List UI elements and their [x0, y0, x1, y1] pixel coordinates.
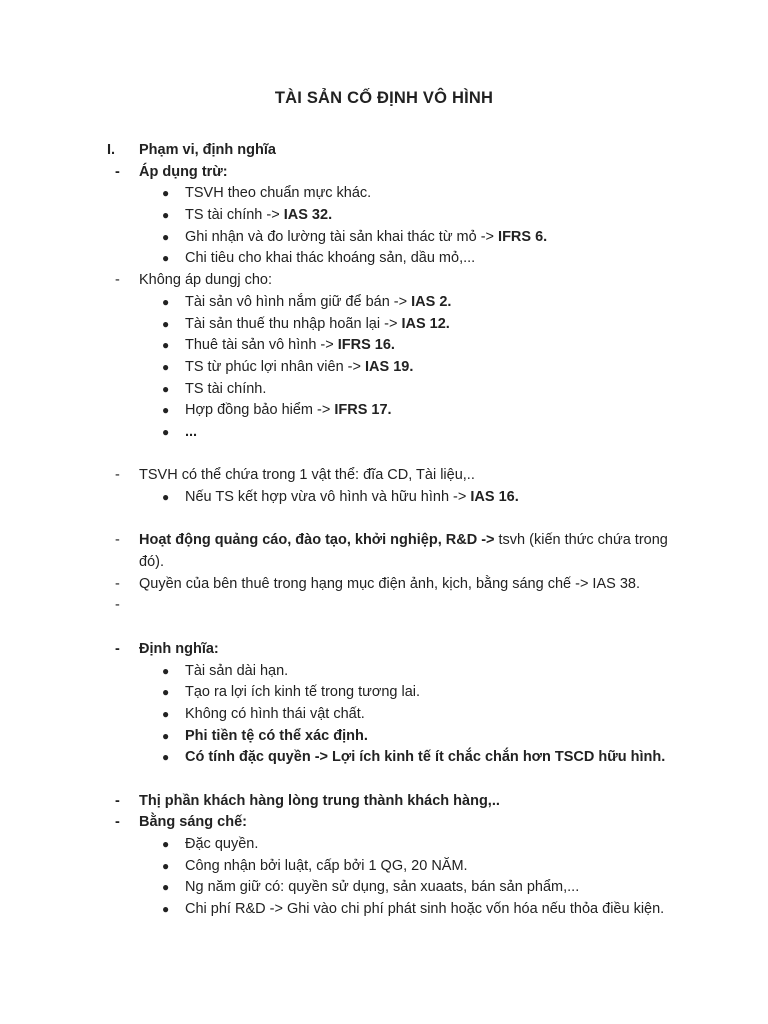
definition-label: Định nghĩa:	[139, 640, 219, 657]
bullet-marker: ●	[162, 728, 170, 743]
item-text: Ghi nhận và đo lường tài sản khai thác từ mỏ ->	[185, 228, 499, 245]
bullet-marker: ●	[162, 663, 170, 678]
activities-paragraph	[0, 530, 768, 573]
spacer	[0, 769, 768, 791]
item-reference: IFRS 17.	[334, 402, 392, 419]
bullet-marker: ●	[162, 359, 170, 374]
bullet-marker: ●	[162, 858, 170, 873]
item-reference: IAS 2.	[411, 293, 452, 310]
item-text: Tạo ra lợi ích kinh tế trong tương lai.	[185, 684, 421, 701]
list-item	[0, 899, 768, 921]
item-text: Thuê tài sản vô hình ->	[185, 337, 338, 354]
dash-marker: -	[115, 272, 120, 289]
item-text: Công nhận bởi luật, cấp bởi 1 QG, 20 NĂM.	[185, 857, 468, 874]
dash-marker: -	[115, 792, 120, 809]
bullet-marker: ●	[162, 403, 170, 418]
item-text: Tài sản vô hình nắm giữ để bán ->	[185, 293, 412, 310]
list-item	[0, 487, 768, 509]
bullet-marker: ●	[162, 424, 170, 439]
list-item	[0, 205, 768, 227]
definition-heading	[0, 639, 768, 661]
item-reference: IAS 12.	[401, 315, 450, 332]
market-share-line	[0, 791, 768, 813]
list-item	[0, 834, 768, 856]
list-item	[0, 379, 768, 401]
dash-marker: -	[115, 640, 120, 657]
list-item	[0, 183, 768, 205]
list-item	[0, 422, 768, 444]
lessee-rights-line	[0, 574, 768, 596]
list-item	[0, 704, 768, 726]
list-item	[0, 856, 768, 878]
document-body	[0, 140, 768, 921]
bullet-marker: ●	[162, 902, 170, 917]
not-applied-heading	[0, 270, 768, 292]
list-item	[0, 357, 768, 379]
lessee-rights-text: Quyền của bên thuê trong hạng mục điện ảnh, kịch, bằng sáng chế -> IAS 38.	[139, 575, 640, 592]
patent-label: Bằng sáng chế:	[139, 814, 247, 831]
activities-bold: Hoạt động quảng cáo, đào tạo, khởi nghiệp, R&D ->	[139, 532, 495, 549]
list-item	[0, 661, 768, 683]
bullet-marker: ●	[162, 294, 170, 309]
section-heading	[0, 140, 768, 162]
dash-marker: -	[115, 814, 120, 831]
exclusions-label: Áp dụng trừ:	[139, 163, 228, 180]
dash-marker: -	[115, 597, 120, 614]
list-item	[0, 227, 768, 249]
exclusions-heading	[0, 162, 768, 184]
list-item	[0, 747, 768, 769]
bullet-marker: ●	[162, 208, 170, 223]
item-reference: IFRS 6.	[498, 228, 548, 245]
item-text: Chi tiêu cho khai thác khoáng sản, dầu mỏ,...	[185, 250, 476, 267]
activities-text: tsvh (kiến thức chứa trong đó).	[139, 532, 668, 571]
bullet-marker: ●	[162, 490, 170, 504]
item-text: TS tài chính.	[185, 380, 267, 397]
spacer	[0, 509, 768, 531]
item-reference: IFRS 16.	[337, 337, 395, 354]
item-reference: IAS 16.	[470, 489, 519, 505]
bullet-marker: ●	[162, 316, 170, 331]
list-item	[0, 877, 768, 899]
dash-marker: -	[115, 467, 120, 484]
physical-heading	[0, 465, 768, 487]
list-item	[0, 314, 768, 336]
not-applied-label: Không áp dungj cho:	[139, 272, 273, 289]
spacer	[0, 444, 768, 466]
list-item	[0, 682, 768, 704]
list-item	[0, 400, 768, 422]
item-text: TSVH theo chuẩn mực khác.	[185, 185, 372, 202]
bullet-marker: ●	[162, 750, 170, 765]
item-text: Đặc quyền.	[185, 836, 259, 853]
empty-dash-line	[0, 595, 768, 617]
patent-heading	[0, 812, 768, 834]
item-text: Hợp đồng bảo hiểm ->	[185, 402, 335, 419]
bullet-marker: ●	[162, 706, 170, 721]
item-reference: IAS 19.	[365, 358, 414, 375]
physical-label: TSVH có thể chứa trong 1 vật thể: đĩa CD, Tài liệu,..	[139, 467, 475, 484]
bullet-marker: ●	[162, 338, 170, 353]
item-ellipsis: ...	[185, 423, 198, 440]
bullet-marker: ●	[162, 837, 170, 852]
item-reference: IAS 32.	[283, 207, 333, 224]
bullet-marker: ●	[162, 880, 170, 895]
list-item	[0, 335, 768, 357]
item-text: Chi phí R&D -> Ghi vào chi phí phát sinh hoặc vốn hóa nếu thỏa điều kiện.	[185, 901, 665, 918]
list-item	[0, 726, 768, 748]
market-share-text: Thị phần khách hàng lòng trung thành khách hàng,..	[139, 792, 500, 809]
dash-marker: -	[115, 532, 120, 549]
item-text: Tài sản dài hạn.	[185, 662, 289, 679]
section-title: Phạm vi, định nghĩa	[139, 142, 276, 158]
list-item	[0, 292, 768, 314]
item-bold-text: Phi tiền tệ có thể xác định.	[185, 727, 368, 744]
bullet-marker: ●	[162, 685, 170, 700]
spacer	[0, 617, 768, 639]
item-bold-text: Có tính đặc quyền -> Lợi ích kinh tế ít chắc chắn hơn TSCD hữu hình.	[185, 749, 666, 766]
item-text: TS từ phúc lợi nhân viên ->	[185, 358, 366, 375]
bullet-marker: ●	[162, 251, 170, 266]
bullet-marker: ●	[162, 186, 170, 201]
dash-marker: -	[115, 163, 120, 180]
bullet-marker: ●	[162, 381, 170, 396]
item-text: Ng năm giữ có: quyền sử dụng, sản xuaats, bán sản phẩm,...	[185, 879, 580, 896]
item-text: Không có hình thái vật chất.	[185, 705, 365, 722]
item-text: Tài sản thuế thu nhập hoãn lại ->	[185, 315, 402, 332]
bullet-marker: ●	[162, 229, 170, 244]
list-item	[0, 248, 768, 270]
document-title: TÀI SẢN CỐ ĐỊNH VÔ HÌNH	[274, 89, 494, 107]
item-text: Nếu TS kết hợp vừa vô hình và hữu hình ->	[185, 489, 471, 505]
dash-marker: -	[115, 575, 120, 592]
item-text: TS tài chính ->	[185, 207, 284, 224]
section-numeral: I.	[107, 142, 116, 158]
